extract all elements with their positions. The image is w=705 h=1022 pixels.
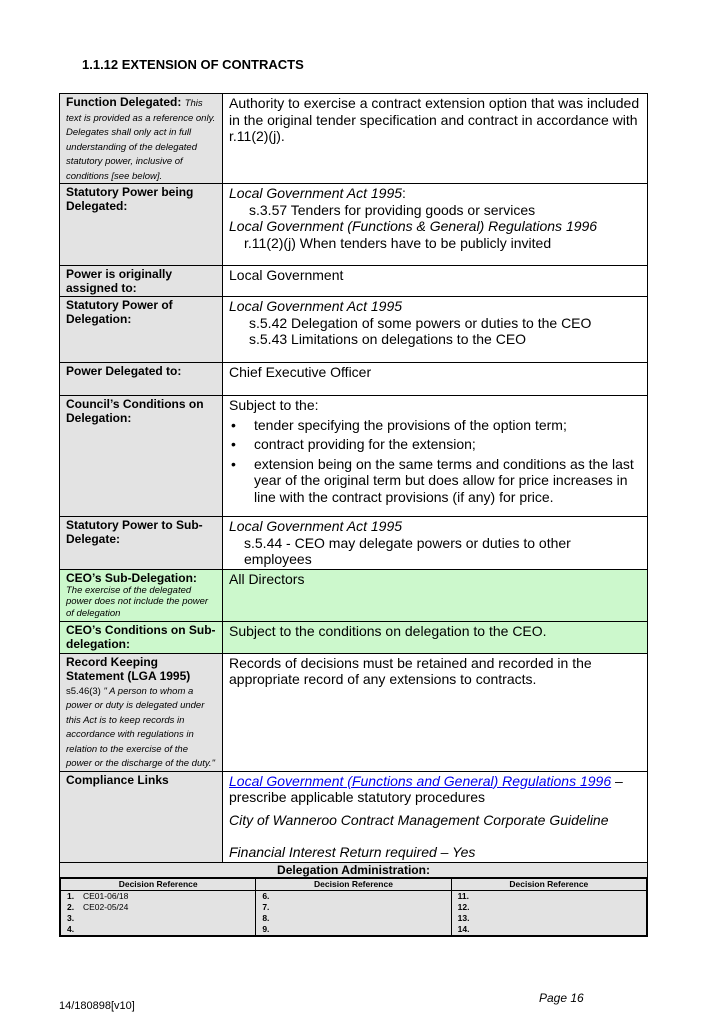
- decision-column-2: [256, 890, 451, 935]
- row-sub-delegate-power: [60, 517, 648, 570]
- column-header: Decision Reference: [256, 878, 451, 890]
- decision-column-3: [451, 890, 646, 935]
- row-power-of-delegation: [60, 297, 648, 363]
- decision-reference-table: [60, 878, 647, 936]
- act-name: Local Government Act 1995: [229, 185, 403, 201]
- statutory-power-value: Local Government Act 1995: s.3.57 Tenders for providing goods or services Local Government (Functions & General) Regulations 1996 r.11(2)(j) When tenders have to be publicly invited: [223, 184, 648, 266]
- list-item: • contract providing for the extension;: [231, 436, 476, 452]
- row-ceo-sub-delegation: [60, 569, 648, 621]
- function-delegated-value: Authority to exercise a contract extension option that was included in the original tender specification and contract in accordance with r.11(2)(j).: [223, 94, 648, 184]
- section-item: s.5.44 - CEO may delegate powers or duties to other employees: [244, 534, 571, 567]
- ceo-conditions-value: Subject to the conditions on delegation to the CEO.: [223, 621, 648, 653]
- list-item: 4.: [67, 923, 75, 934]
- decision-column-1: [61, 890, 256, 935]
- list-item: 14.: [457, 923, 470, 934]
- list-item: 7.: [262, 901, 270, 912]
- sub-delegation-note: The exercise of the delegated power does not include the power of delegation: [66, 584, 209, 619]
- column-header: Decision Reference: [61, 878, 256, 890]
- originally-assigned-value: Local Government: [223, 266, 648, 297]
- list-item: 2. CE02-05/24: [67, 901, 129, 912]
- bullet-icon: •: [231, 416, 236, 433]
- function-delegated-label: Function Delegated: This text is provided as a reference only. Delegates shall only act in full understanding of the delegated statutory power, inclusive of conditions [see below].: [60, 94, 223, 184]
- admin-title: Delegation Administration:: [60, 862, 648, 877]
- link-description: prescribe applicable statutory procedures: [229, 789, 486, 805]
- regulation-name: Local Government (Functions & General) Regulations 1996: [229, 218, 598, 234]
- record-keeping-value: Records of decisions must be retained and recorded in the appropriate record of any extensions to contracts.: [223, 653, 648, 771]
- regulation-item: r.11(2)(j) When tenders have to be publicly invited: [244, 234, 552, 251]
- list-item: 8.: [262, 912, 270, 923]
- corporate-guideline: City of Wanneroo Contract Management Corporate Guideline: [229, 811, 609, 828]
- row-council-conditions: [60, 396, 648, 517]
- delegated-to-label: Power Delegated to:: [60, 363, 223, 396]
- list-item: 13.: [457, 912, 470, 923]
- act-name: Local Government Act 1995: [229, 298, 403, 314]
- record-keeping-label: Record Keeping Statement (LGA 1995) s5.46(3) " A person to whom a power or duty is delegated under this Act is to keep records in accordance with regulations in relation to the exercise of the power or the discharge of the duty.": [60, 653, 223, 771]
- admin-body-row: [61, 890, 647, 935]
- section-item: s.5.42 Delegation of some powers or duties to the CEO: [249, 314, 592, 331]
- list-item: • extension being on the same terms and conditions as the last year of the original term but does allow for price increases in line with the contract provisions (if any) for price.: [231, 455, 634, 505]
- list-item: 1. CE01-06/18: [67, 890, 129, 901]
- row-function-delegated: [60, 94, 648, 184]
- bullet-icon: •: [231, 436, 236, 452]
- record-keeping-note: s5.46(3) " A person to whom a power or duty is delegated under this Act is to keep records in accordance with regulations in relation to the exercise of the power or the discharge of the duty.": [66, 685, 215, 769]
- statutory-power-label: Statutory Power being Delegated:: [60, 184, 223, 266]
- list-item: • tender specifying the provisions of the option term;: [231, 416, 567, 433]
- compliance-links-label: Compliance Links: [60, 771, 223, 862]
- list-item: 6.: [262, 890, 270, 901]
- financial-interest-return: Financial Interest Return required – Yes: [229, 844, 476, 860]
- conditions-intro: Subject to the:: [229, 397, 319, 413]
- row-admin-table: [60, 877, 648, 936]
- list-item: 12.: [457, 901, 470, 912]
- list-item: 11.: [457, 890, 470, 901]
- row-compliance-links: [60, 771, 648, 862]
- bullet-icon: •: [231, 455, 236, 472]
- ceo-conditions-label: CEO’s Conditions on Sub-delegation:: [60, 621, 223, 653]
- power-of-delegation-value: [223, 297, 648, 363]
- section-item: s.5.43 Limitations on delegations to the CEO: [249, 331, 527, 347]
- row-delegated-to: [60, 363, 648, 396]
- delegated-to-value: Chief Executive Officer: [223, 363, 648, 396]
- admin-header-row: [61, 878, 647, 890]
- section-heading: 1.1.12 EXTENSION OF CONTRACTS: [82, 57, 304, 72]
- column-header: Decision Reference: [451, 878, 646, 890]
- power-of-delegation-label: Statutory Power of Delegation:: [60, 297, 223, 363]
- act-name: Local Government Act 1995: [229, 518, 403, 534]
- council-conditions-value: [223, 396, 648, 517]
- ceo-sub-delegation-value: All Directors: [223, 569, 648, 621]
- sub-delegate-power-value: [223, 517, 648, 570]
- row-statutory-power: [60, 184, 648, 266]
- conditions-list: [229, 417, 641, 506]
- document-reference: 14/180898[v10]: [59, 1000, 135, 1012]
- list-item: 3.: [67, 912, 75, 923]
- row-ceo-conditions: [60, 621, 648, 653]
- list-item: 9.: [262, 923, 270, 934]
- regulations-link[interactable]: Local Government (Functions and General) Regulations 1996: [229, 772, 612, 789]
- sub-delegate-power-label: Statutory Power to Sub-Delegate:: [60, 517, 223, 570]
- row-originally-assigned: [60, 266, 648, 297]
- originally-assigned-label: Power is originally assigned to:: [60, 266, 223, 297]
- reference-note: This text is provided as a reference only. Delegates shall only act in full understanding of the delegated statutory power, inclusive of conditions [see below].: [66, 98, 216, 182]
- compliance-links-value: Local Government (Functions and General) Regulations 1996 – prescribe applicable statutory procedures City of Wanneroo Contract Management Corporate Guideline Financial Interest Return required – Yes: [223, 771, 648, 862]
- row-record-keeping: [60, 653, 648, 771]
- ceo-sub-delegation-label: CEO’s Sub-Delegation: The exercise of the delegated power does not include the power of delegation: [60, 569, 223, 621]
- row-admin-title: [60, 862, 648, 877]
- page-number: Page 16: [539, 991, 584, 1005]
- delegation-table: [59, 93, 648, 937]
- section-item: s.3.57 Tenders for providing goods or services: [249, 201, 536, 218]
- council-conditions-label: Council’s Conditions on Delegation:: [60, 396, 223, 517]
